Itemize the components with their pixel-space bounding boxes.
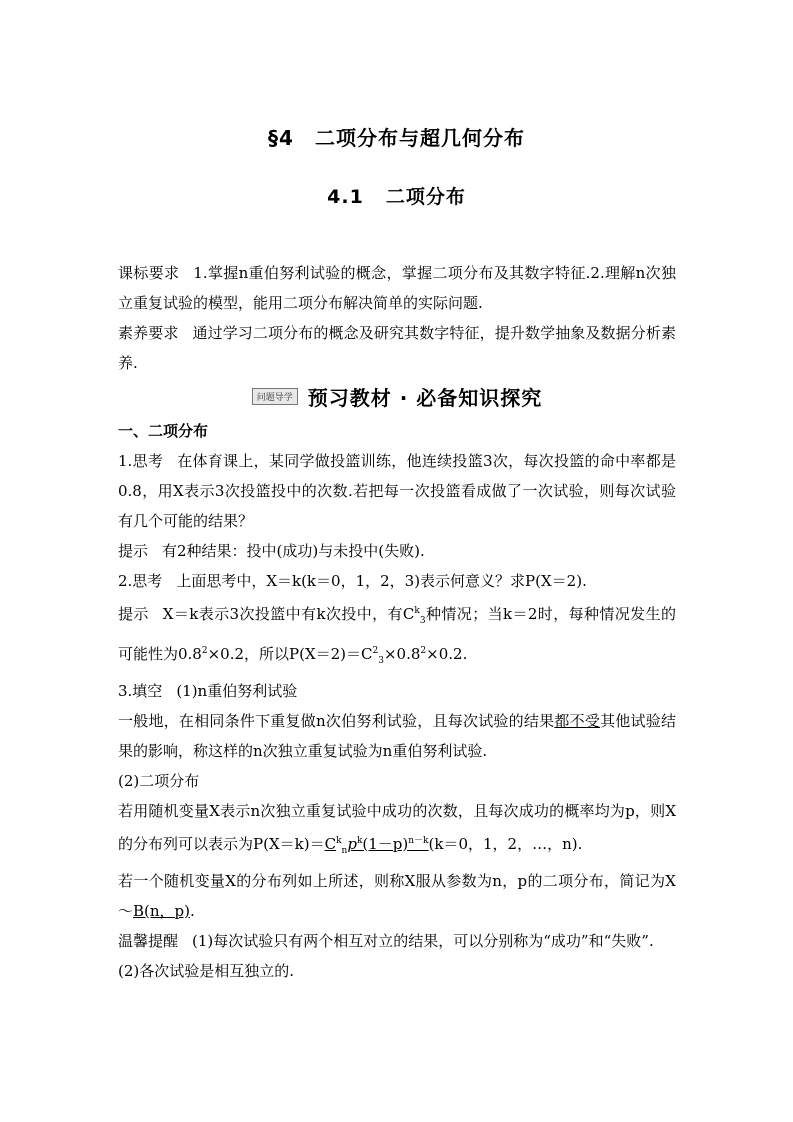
hint-2-text-1: X＝k表示3次投篮中有k次投中，有C [162,605,415,623]
section-number: 4.1 [327,186,364,208]
binomial-text-2: (k＝0，1，2，…，n). [428,835,583,853]
hint-1 [118,536,676,566]
hint-2-text-3: ×0.2，所以P(X＝2)＝C [207,645,373,663]
fill-in [118,676,676,706]
literacy-label: 素养要求 [118,324,179,342]
square-2: 2 [420,646,427,656]
hint-2-text-4: ×0.8 [383,645,421,663]
tips-text-1: (1)每次试验只有两个相互对立的结果，可以分别称为“成功”和“失败”. [192,932,654,950]
chapter-title: §4 二项分布与超几何分布 [268,126,525,150]
question-2 [118,566,676,596]
question-1-text: 在体育课上，某同学做投篮训练，他连续投篮3次，每次投篮的命中率都是0.8，用X表示3次投篮投中的次数.若把每一次投篮看成做了一次试验，则每次试验有几个可能的结果？ [118,452,677,530]
section-name: 二项分布 [385,186,466,208]
hint-2-text-2: 种情况；当k＝2时，每种情况发生的可能性为0.8 [118,605,676,663]
binomial-formula: $C^k_np^k(1-p)^{n-k}$ [324,835,429,856]
banner-tag: 问题导学 [252,388,298,405]
bernoulli-blank: 都不受 [554,712,601,730]
notation-text-2: . [190,902,195,920]
subsection-heading: 一、二项分布 [118,422,209,440]
binomial-text-1: 若用随机变量X表示n次独立重复试验中成功的次数，且每次成功的概率均为p，则X的分布列可以表示为P(X＝k)＝ [118,802,676,853]
square-1: 2 [201,646,208,656]
curriculum-requirement [118,258,676,318]
tips-item-2: (2)各次试验是相互独立的. [118,962,295,980]
tips-lead: 温馨提醒 [118,932,179,950]
binomial-definition [118,796,676,866]
binomial-heading: (2)二项分布 [118,772,200,790]
tips-item-1 [118,926,676,956]
section-banner [118,380,676,412]
question-1-lead: 1.思考 [118,452,164,470]
bernoulli-definition [118,706,676,766]
hint-1-lead: 提示 [118,542,149,560]
hint-2-lead: 提示 [118,605,149,623]
main-content [118,258,676,986]
fill-in-lead: 3.填空 [118,682,163,700]
literacy-text: 通过学习二项分布的概念及研究其数字特征，提升数学抽象及数据分析素养. [118,324,676,372]
literacy-requirement [118,318,676,378]
binomial-notation [118,866,676,926]
section-title [0,182,793,209]
combination-3-2: $^2_3$ [372,646,384,666]
bernoulli-text-2: 其他试验结果的影响，称这样的n次独立重复试验为n重伯努利试验. [118,712,676,760]
hint-2 [118,596,676,676]
notation-blank: B(n，p) [133,902,191,920]
hint-2-text-5: ×0.2. [426,645,468,663]
combination-3-k: $^k_3$ [414,606,426,626]
curriculum-label: 课标要求 [118,264,180,282]
banner-title: 预习教材 · 必备知识探究 [307,385,543,410]
fill-in-item: (1)n重伯努利试验 [176,682,298,700]
curriculum-text: 1.掌握n重伯努利试验的概念，掌握二项分布及其数字特征.2.理解n次独立重复试验的模型，能用二项分布解决简单的实际问题. [118,264,676,312]
question-1 [118,446,676,536]
question-2-lead: 2.思考 [118,572,163,590]
hint-1-text: 有2种结果：投中(成功)与未投中(失败). [162,542,425,560]
question-2-text: 上面思考中，X＝k(k＝0，1，2，3)表示何意义？求P(X＝2). [176,572,587,590]
bernoulli-text-1: 一般地，在相同条件下重复做n次伯努利试验，且每次试验的结果 [118,712,555,730]
notation-text-1: 若一个随机变量X的分布列如上所述，则称X服从参数为n，p的二项分布，简记为X～ [118,872,676,920]
